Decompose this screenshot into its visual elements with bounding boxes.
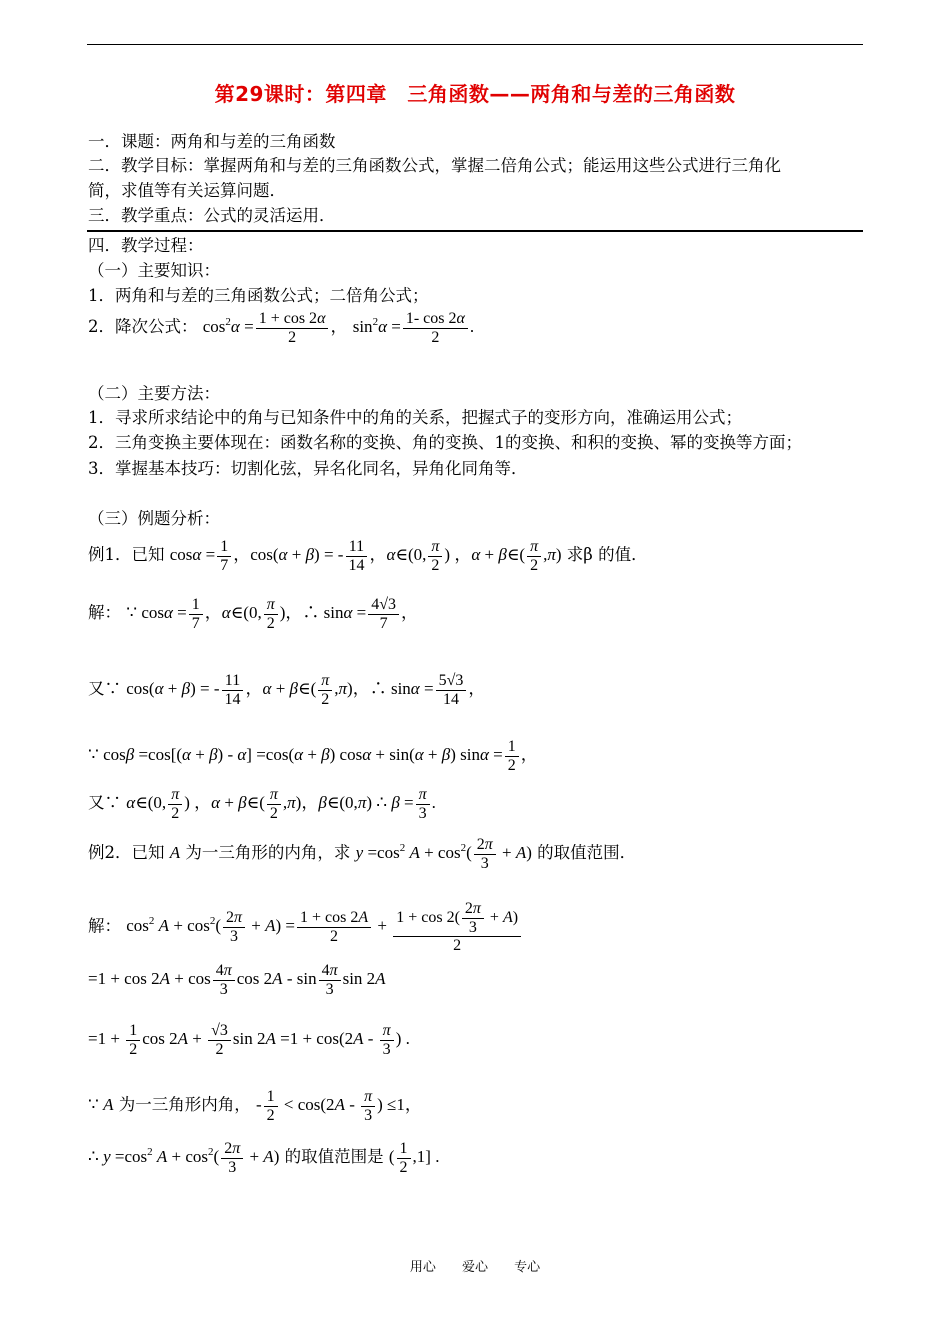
knowledge-item-1: 1．两角和与差的三角函数公式；二倍角公式； (88, 286, 429, 305)
section-goals-line2: 简，求值等有关运算问题． (88, 181, 286, 200)
part1-heading: （一）主要知识： (88, 261, 220, 280)
example-2-label: 例2．已知 (88, 843, 165, 862)
section-topic: 一．课题：两角和与差的三角函数 (88, 132, 336, 151)
example-2-mid: 为一三角形的内角，求 (185, 843, 351, 862)
because-a-text: 为一三角形内角， (118, 1095, 251, 1114)
method-item-1: 1．寻求所求结论中的角与已知条件中的角的关系，把握式子的变形方向，准确运用公式； (88, 408, 742, 427)
solution-2-step-3: =1 + $\frac{1}{2}$ cos 2A + $\frac{√3}{2}$ sin 2A =1 + cos(2A - $\frac{\pi}{3}$ ) . (88, 1022, 410, 1058)
example-1: 例1．已知 cosα = $\frac{1}{7}$ ，cos(α + β) = - $\frac{11}{14}$ ，α∈(0, $\frac{\pi}{2}$ ) ，α + β∈( $\frac{\pi}{2}$ ,π) 求β 的值． (88, 538, 648, 574)
solution-2-label: 解： (88, 916, 121, 936)
reduction-formula-cos: $\cos^2\alpha$ = $\frac{1 + \cos 2\alpha}{2}$ ， (202, 310, 348, 346)
again-label-1: 又∵ (88, 679, 121, 698)
knowledge-item-2 (88, 310, 474, 346)
section-goals-line1: 二．教学目标：掌握两角和与差的三角函数公式，掌握二倍角公式；能运用这些公式进行三角化 (88, 156, 781, 175)
part2-heading: （二）主要方法： (88, 384, 220, 403)
page-footer: 用心 爱心 专心 (409, 1260, 541, 1275)
part3-heading: （三）例题分析： (88, 509, 220, 528)
solution-1-step-3: ∵ cosβ =cos[(α + β) - α] =cos(α + β) cosα + sin(α + β) sinα = $\frac{1}{2}$ ， (88, 738, 538, 774)
solution-1-label: 解： (88, 603, 121, 622)
section-process: 四．教学过程： (88, 236, 204, 255)
conclusion-text: 的取值范围是 (284, 1147, 384, 1166)
again-label-2: 又∵ (88, 793, 121, 812)
example-2-question: 的取值范围． (537, 843, 637, 862)
example-1-label: 例1．已知 (88, 545, 165, 564)
solution-2-step-1: 解： $\cos^2 A + \cos^2$( $\frac{2\pi}{3}$ + A) = $\frac{1 + \cos 2A}{2}$ + 1 + cos 2( $\frac{2\pi}{3}$ + A) 2 (88, 900, 523, 955)
solution-2-conclusion: ∴ $y =\cos^2$ $A + \cos^2$( $\frac{2\pi}{3}$ + A) 的取值范围是 ( $\frac{1}{2}$ ,1] . (88, 1140, 440, 1176)
solution-1-step-1: 解： ∵ cosα = $\frac{1}{7}$ ，α∈(0, $\frac{\pi}{2}$ )，∴ sinα = $\frac{4√3}{7}$ ， (88, 596, 419, 632)
solution-1-step-4: 又∵ α∈(0, $\frac{\pi}{2}$ ) ，α + β∈( $\frac{\pi}{2}$ ,π)，β∈(0,π) ∴ β = $\frac{\pi}{3}$ . (88, 786, 436, 822)
header-rule (87, 44, 863, 45)
method-item-3: 3．掌握基本技巧：切割化弦，异名化同名，异角化同角等． (88, 459, 528, 478)
section-focus: 三．教学重点：公式的灵活运用． (88, 206, 336, 225)
section-rule (87, 230, 863, 232)
example-2: 例2．已知 A 为一三角形的内角，求 $y =\cos^2$ $A + \cos^2$( $\frac{2\pi}{3}$ + A) 的取值范围． (88, 836, 637, 872)
solution-1-step-2: 又∵ cos(α + β) = - $\frac{11}{14}$ ，α + β∈( $\frac{\pi}{2}$ ,π)，∴ sinα = $\frac{5√3}{14}$ ， (88, 672, 486, 708)
page-title: 第29课时：第四章 三角函数——两角和与差的三角函数 (214, 82, 736, 106)
reduction-formula-sin: $\sin^2\alpha$ = $\frac{1- \cos 2\alpha}{2}$ . (352, 310, 475, 346)
example-1-question: 求β 的值． (566, 545, 648, 564)
method-item-2: 2．三角变换主要体现在：函数名称的变换、角的变换、1的变换、和积的变换、幂的变换等方面； (88, 433, 802, 452)
solution-2-step-4: ∵ A 为一三角形内角， - $\frac{1}{2}$ < cos(2A - $\frac{\pi}{3}$ ) ≤1， (88, 1088, 422, 1124)
solution-2-step-2: =1 + cos 2A + cos $\frac{4\pi}{3}$ cos 2A - sin $\frac{4\pi}{3}$ sin 2A (88, 962, 386, 998)
knowledge-item-2-label: 2．降次公式： (88, 317, 198, 336)
